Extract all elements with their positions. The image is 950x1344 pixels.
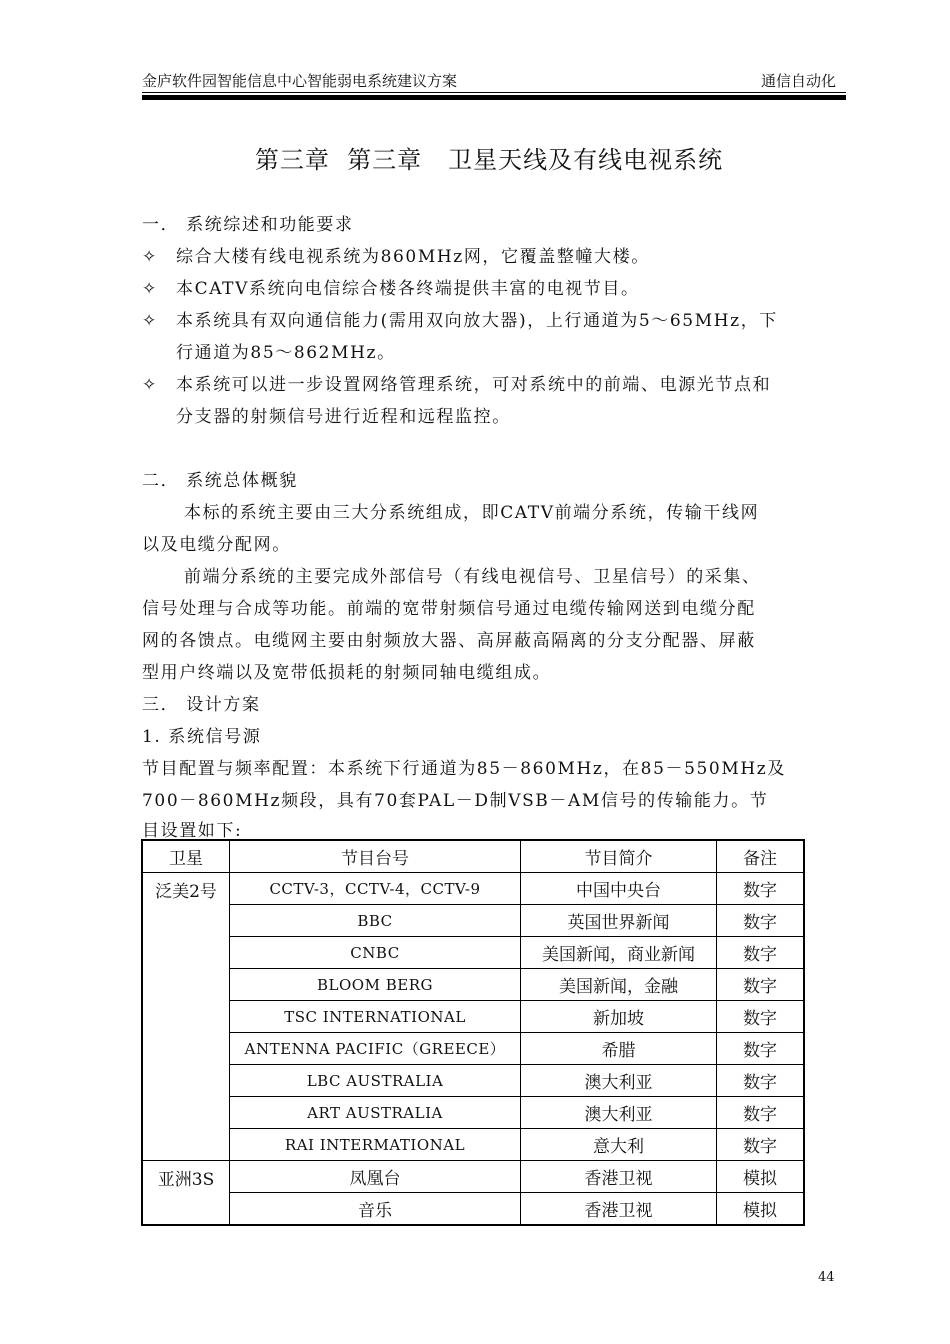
paragraph-line: 以及电缆分配网。 — [142, 535, 291, 555]
column-header: 节目简介 — [521, 840, 717, 873]
column-header: 节目台号 — [230, 840, 521, 873]
table-row — [142, 1065, 804, 1097]
channel-cell: TSC INTERNATIONAL — [230, 1001, 521, 1033]
remark-cell: 数字 — [717, 905, 805, 937]
table-row — [142, 873, 804, 905]
header-rule-thick — [142, 95, 846, 100]
channel-cell: LBC AUSTRALIA — [230, 1065, 521, 1097]
remark-cell: 数字 — [717, 1065, 805, 1097]
description-cell: 英国世界新闻 — [521, 905, 717, 937]
description-cell: 澳大利亚 — [521, 1097, 717, 1129]
bullet-diamond-icon: ✧ — [142, 247, 158, 267]
running-header — [142, 70, 836, 90]
paragraph-line: 本标的系统主要由三大分系统组成，即CATV前端分系统，传输干线网 — [184, 503, 760, 523]
section3-heading: 三． 设计方案 — [142, 695, 261, 715]
channel-cell: ANTENNA PACIFIC（GREECE） — [230, 1033, 521, 1065]
table-header-row — [142, 840, 804, 873]
channel-cell: BBC — [230, 905, 521, 937]
remark-cell: 数字 — [717, 1129, 805, 1161]
paragraph-line: 型用户终端以及宽带低损耗的射频同轴电缆组成。 — [142, 663, 552, 683]
remark-cell: 模拟 — [717, 1193, 805, 1226]
description-cell: 希腊 — [521, 1033, 717, 1065]
remark-cell: 数字 — [717, 1033, 805, 1065]
channel-cell: 音乐 — [230, 1193, 521, 1226]
remark-cell: 数字 — [717, 1097, 805, 1129]
description-cell: 美国新闻，金融 — [521, 969, 717, 1001]
bullet-text-continued: 行通道为85～862MHz。 — [176, 343, 396, 363]
table-row — [142, 1161, 804, 1193]
page-number: 44 — [818, 1270, 835, 1285]
bullet-text: 本系统可以进一步设置网络管理系统，可对系统中的前端、电源光节点和 — [176, 375, 772, 395]
paragraph-line: 网的各馈点。电缆网主要由射频放大器、高屏蔽高隔离的分支分配器、屏蔽 — [142, 631, 756, 651]
header-section-name: 通信自动化 — [760, 72, 836, 90]
description-cell: 新加坡 — [521, 1001, 717, 1033]
table-row — [142, 1193, 804, 1226]
description-cell: 香港卫视 — [521, 1193, 717, 1226]
channel-cell: CCTV-3，CCTV-4，CCTV-9 — [230, 873, 521, 905]
bullet-text: 本CATV系统向电信综合楼各终端提供丰富的电视节目。 — [176, 279, 640, 299]
table-row — [142, 1129, 804, 1161]
table-row — [142, 1097, 804, 1129]
remark-cell: 数字 — [717, 873, 805, 905]
description-cell: 美国新闻，商业新闻 — [521, 937, 717, 969]
bullet-diamond-icon: ✧ — [142, 311, 158, 331]
remark-cell: 模拟 — [717, 1161, 805, 1193]
table-row — [142, 905, 804, 937]
header-document-title: 金庐软件园智能信息中心智能弱电系统建议方案 — [142, 72, 458, 90]
remark-cell: 数字 — [717, 969, 805, 1001]
paragraph-line: 700－860MHz频段，具有70套PAL－D制VSB－AM信号的传输能力。节 — [142, 791, 769, 811]
program-table — [141, 839, 805, 1226]
bullet-text: 本系统具有双向通信能力(需用双向放大器)，上行通道为5～65MHz，下 — [176, 311, 778, 331]
description-cell: 澳大利亚 — [521, 1065, 717, 1097]
description-cell: 中国中央台 — [521, 873, 717, 905]
satellite-cell: 亚洲3S — [142, 1161, 230, 1226]
bullet-item — [142, 242, 650, 267]
bullet-item — [142, 274, 640, 299]
table-row — [142, 1001, 804, 1033]
paragraph-line: 节目配置与频率配置：本系统下行通道为85－860MHz，在85－550MHz及 — [142, 759, 786, 779]
channel-cell: RAI INTERMATIONAL — [230, 1129, 521, 1161]
column-header: 备注 — [717, 840, 805, 873]
bullet-diamond-icon: ✧ — [142, 375, 158, 395]
remark-cell: 数字 — [717, 937, 805, 969]
paragraph-line: 目设置如下: — [142, 821, 243, 841]
section1-heading: 一． 系统综述和功能要求 — [142, 215, 354, 235]
bullet-item — [142, 306, 778, 331]
channel-cell: BLOOM BERG — [230, 969, 521, 1001]
table-row — [142, 937, 804, 969]
bullet-item — [142, 370, 771, 395]
subsection-heading: 1. 系统信号源 — [142, 727, 262, 747]
paragraph-line: 信号处理与合成等功能。前端的宽带射频信号通过电缆传输网送到电缆分配 — [142, 599, 756, 619]
description-cell: 意大利 — [521, 1129, 717, 1161]
table-row — [142, 969, 804, 1001]
paragraph-line: 前端分系统的主要完成外部信号（有线电视信号、卫星信号）的采集、 — [184, 567, 761, 587]
section2-heading: 二． 系统总体概貌 — [142, 471, 298, 491]
channel-cell: 凤凰台 — [230, 1161, 521, 1193]
table-row — [142, 1033, 804, 1065]
channel-cell: ART AUSTRALIA — [230, 1097, 521, 1129]
header-rule-thin — [142, 92, 846, 93]
bullet-text: 综合大楼有线电视系统为860MHz网，它覆盖整幢大楼。 — [176, 247, 650, 267]
channel-cell: CNBC — [230, 937, 521, 969]
satellite-cell: 泛美2号 — [142, 873, 230, 1161]
description-cell: 香港卫视 — [521, 1161, 717, 1193]
chapter-title: 第三章 第三章 卫星天线及有线电视系统 — [254, 146, 724, 174]
bullet-text-continued: 分支器的射频信号进行近程和远程监控。 — [176, 407, 511, 427]
column-header: 卫星 — [142, 840, 230, 873]
bullet-diamond-icon: ✧ — [142, 279, 158, 299]
remark-cell: 数字 — [717, 1001, 805, 1033]
